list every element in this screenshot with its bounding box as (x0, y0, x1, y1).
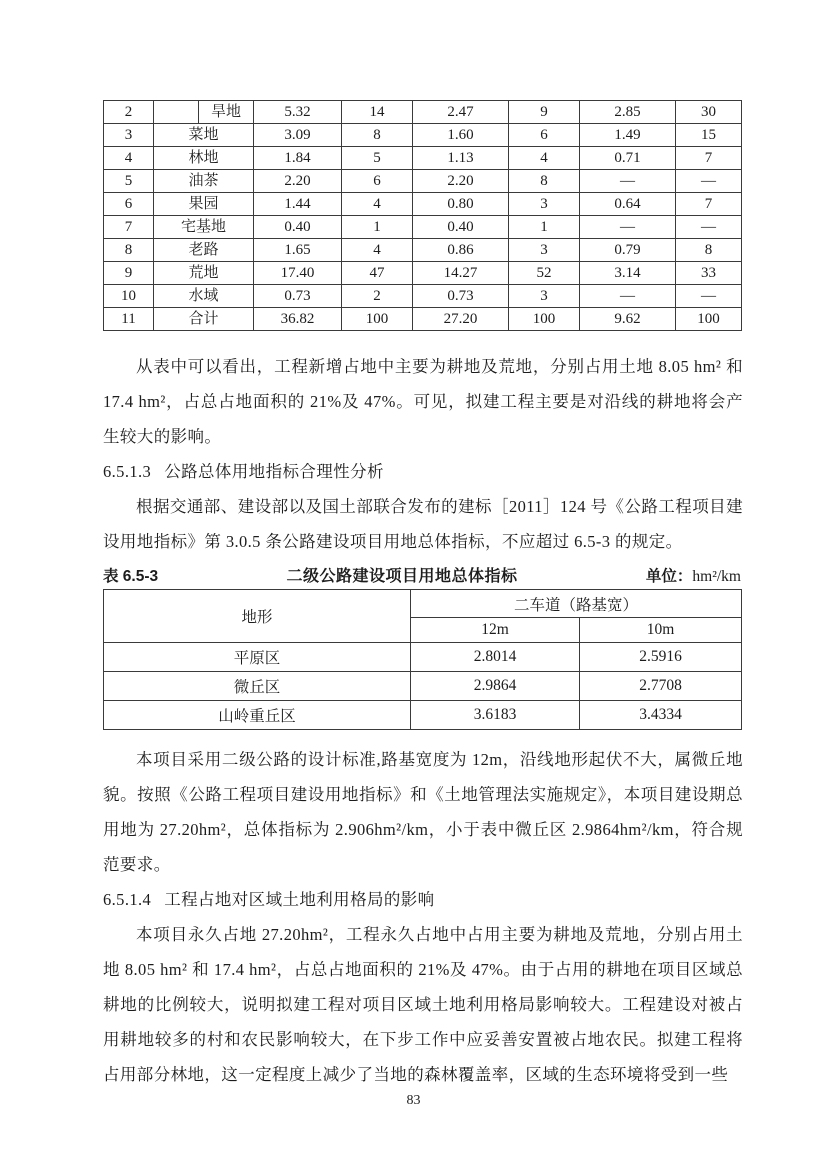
cell-area-temp: 2.85 (580, 101, 676, 124)
cell-area-perm: 27.20 (413, 308, 509, 331)
cell-area-total: 36.82 (254, 308, 342, 331)
cell-pct-total: 100 (342, 308, 413, 331)
cell-pct-perm: 52 (509, 262, 580, 285)
table-row (104, 672, 742, 701)
table-caption-unit (646, 565, 741, 589)
cell-area-temp: 3.14 (580, 262, 676, 285)
cell-value-12m: 3.6183 (411, 701, 580, 730)
cell-no: 4 (104, 147, 154, 170)
header-width-12m: 12m (411, 618, 580, 643)
cell-type: 老路 (154, 239, 254, 262)
cell-pct-total: 4 (342, 239, 413, 262)
cell-no: 5 (104, 170, 154, 193)
cell-area-total: 1.65 (254, 239, 342, 262)
cell-pct-perm: 3 (509, 193, 580, 216)
cell-no: 3 (104, 124, 154, 147)
header-terrain: 地形 (104, 590, 411, 643)
section-heading-6513 (103, 454, 740, 489)
section-heading-6514 (103, 882, 740, 917)
indicator-table (103, 589, 742, 730)
paragraph-design-standard: 本项目采用二级公路的设计标准,路基宽度为 12m，沿线地形起伏不大，属微丘地貌。按照《公路工程项目建设用地指标》和《土地管理法实施规定》，本项目建设期总用地为 27.20hm²，总体指标为 2.906hm²/km，小于表中微丘区 2.9864hm²/km，符合规范要求。 (103, 750, 743, 874)
cell-pct-temp: 7 (676, 193, 742, 216)
cell-area-temp: — (580, 216, 676, 239)
cell-pct-temp: 8 (676, 239, 742, 262)
cell-pct-temp: — (676, 285, 742, 308)
cell-area-temp: 9.62 (580, 308, 676, 331)
cell-no: 9 (104, 262, 154, 285)
table-row (104, 101, 742, 124)
cell-no: 2 (104, 101, 154, 124)
cell-pct-temp: — (676, 170, 742, 193)
table-header-row (104, 590, 742, 618)
cell-type: 林地 (154, 147, 254, 170)
cell-pct-temp: 33 (676, 262, 742, 285)
cell-pct-perm: 4 (509, 147, 580, 170)
cell-no: 6 (104, 193, 154, 216)
cell-area-perm: 0.40 (413, 216, 509, 239)
cell-value-10m: 2.5916 (580, 643, 742, 672)
cell-pct-perm: 3 (509, 239, 580, 262)
cell-pct-temp: — (676, 216, 742, 239)
section-title: 公路总体用地指标合理性分析 (164, 462, 384, 481)
cell-area-temp: — (580, 285, 676, 308)
cell-area-total: 0.40 (254, 216, 342, 239)
cell-area-total: 2.20 (254, 170, 342, 193)
cell-area-total: 1.44 (254, 193, 342, 216)
cell-pct-temp: 7 (676, 147, 742, 170)
cell-no: 10 (104, 285, 154, 308)
table-row (104, 239, 742, 262)
cell-pct-total: 1 (342, 216, 413, 239)
cell-value-12m: 2.8014 (411, 643, 580, 672)
cell-type: 合计 (154, 308, 254, 331)
table-row (104, 193, 742, 216)
table-caption-label: 表 6.5-3 (103, 568, 159, 585)
unit-label: 单位： (645, 568, 693, 585)
table-row (104, 285, 742, 308)
cell-pct-total: 14 (342, 101, 413, 124)
cell-area-total: 5.32 (254, 101, 342, 124)
cell-pct-perm: 8 (509, 170, 580, 193)
cell-type: 宅基地 (154, 216, 254, 239)
cell-area-perm: 2.47 (413, 101, 509, 124)
table-row (104, 643, 742, 672)
cell-pct-perm: 3 (509, 285, 580, 308)
table-row (104, 147, 742, 170)
cell-terrain: 山岭重丘区 (104, 701, 411, 730)
cell-pct-perm: 1 (509, 216, 580, 239)
cell-type-group-empty (154, 101, 199, 124)
cell-terrain: 平原区 (104, 643, 411, 672)
cell-pct-temp: 30 (676, 101, 742, 124)
table-row (104, 216, 742, 239)
cell-area-perm: 1.60 (413, 124, 509, 147)
cell-pct-total: 47 (342, 262, 413, 285)
cell-pct-perm: 100 (509, 308, 580, 331)
cell-area-perm: 0.80 (413, 193, 509, 216)
table-row (104, 262, 742, 285)
cell-value-12m: 2.9864 (411, 672, 580, 701)
paragraph-summary: 从表中可以看出，工程新增占地中主要为耕地及荒地，分别占用土地 8.05 hm² 和 17.4 hm²，占总占地面积的 21%及 47%。可见，拟建工程主要是对沿线的耕地将会产生较大的影响。 (103, 357, 743, 446)
cell-pct-total: 6 (342, 170, 413, 193)
paragraph-landuse-impact: 本项目永久占地 27.20hm²，工程永久占地中占用主要为耕地及荒地，分别占用土地 8.05 hm² 和 17.4 hm²，占总占地面积的 21%及 47%。由于占用的耕地在项目区域总耕地的比例较大，说明拟建工程对项目区域土地利用格局影响较大。工程建设对被占用耕地较多的村和农民影响较大，在下步工作中应妥善安置被占地农民。拟建工程将占用部分林地，这一定程度上减少了当地的森林覆盖率，区域的生态环境将受到一些 (103, 925, 743, 1084)
cell-terrain: 微丘区 (104, 672, 411, 701)
cell-area-perm: 0.86 (413, 239, 509, 262)
cell-pct-total: 5 (342, 147, 413, 170)
cell-pct-total: 8 (342, 124, 413, 147)
cell-area-perm: 14.27 (413, 262, 509, 285)
cell-type: 水域 (154, 285, 254, 308)
section-number: 6.5.1.3 (103, 462, 152, 481)
section-number: 6.5.1.4 (103, 890, 152, 909)
cell-area-temp: 1.49 (580, 124, 676, 147)
cell-pct-perm: 9 (509, 101, 580, 124)
cell-area-total: 1.84 (254, 147, 342, 170)
section-title: 工程占地对区域土地利用格局的影响 (164, 890, 435, 909)
cell-no: 11 (104, 308, 154, 331)
table-caption-title: 二级公路建设项目用地总体指标 (286, 568, 518, 585)
cell-area-temp: 0.64 (580, 193, 676, 216)
cell-type: 菜地 (154, 124, 254, 147)
cell-area-perm: 2.20 (413, 170, 509, 193)
cell-no: 8 (104, 239, 154, 262)
cell-pct-total: 2 (342, 285, 413, 308)
cell-no: 7 (104, 216, 154, 239)
cell-area-perm: 0.73 (413, 285, 509, 308)
cell-value-10m: 3.4334 (580, 701, 742, 730)
cell-pct-temp: 100 (676, 308, 742, 331)
table-row (104, 701, 742, 730)
cell-pct-total: 4 (342, 193, 413, 216)
unit-value: hm²/km (692, 568, 741, 585)
cell-pct-perm: 6 (509, 124, 580, 147)
table-row (104, 124, 742, 147)
cell-value-10m: 2.7708 (580, 672, 742, 701)
cell-area-temp: 0.79 (580, 239, 676, 262)
header-lane: 二车道（路基宽） (411, 590, 742, 618)
paragraph-standard-basis: 根据交通部、建设部以及国土部联合发布的建标［2011］124 号《公路工程项目建设用地指标》第 3.0.5 条公路建设项目用地总体指标，不应超过 6.5-3 的规定。 (103, 497, 743, 551)
cell-area-total: 0.73 (254, 285, 342, 308)
cell-area-perm: 1.13 (413, 147, 509, 170)
cell-type: 荒地 (154, 262, 254, 285)
cell-area-temp: 0.71 (580, 147, 676, 170)
cell-pct-temp: 15 (676, 124, 742, 147)
table-row (104, 308, 742, 331)
cell-type: 油茶 (154, 170, 254, 193)
cell-type: 果园 (154, 193, 254, 216)
cell-area-temp: — (580, 170, 676, 193)
table-caption (103, 563, 741, 589)
landuse-table (103, 100, 742, 331)
table-row (104, 170, 742, 193)
cell-type: 旱地 (199, 101, 254, 124)
cell-area-total: 17.40 (254, 262, 342, 285)
cell-area-total: 3.09 (254, 124, 342, 147)
page-number: 83 (406, 1093, 421, 1108)
header-width-10m: 10m (580, 618, 742, 643)
